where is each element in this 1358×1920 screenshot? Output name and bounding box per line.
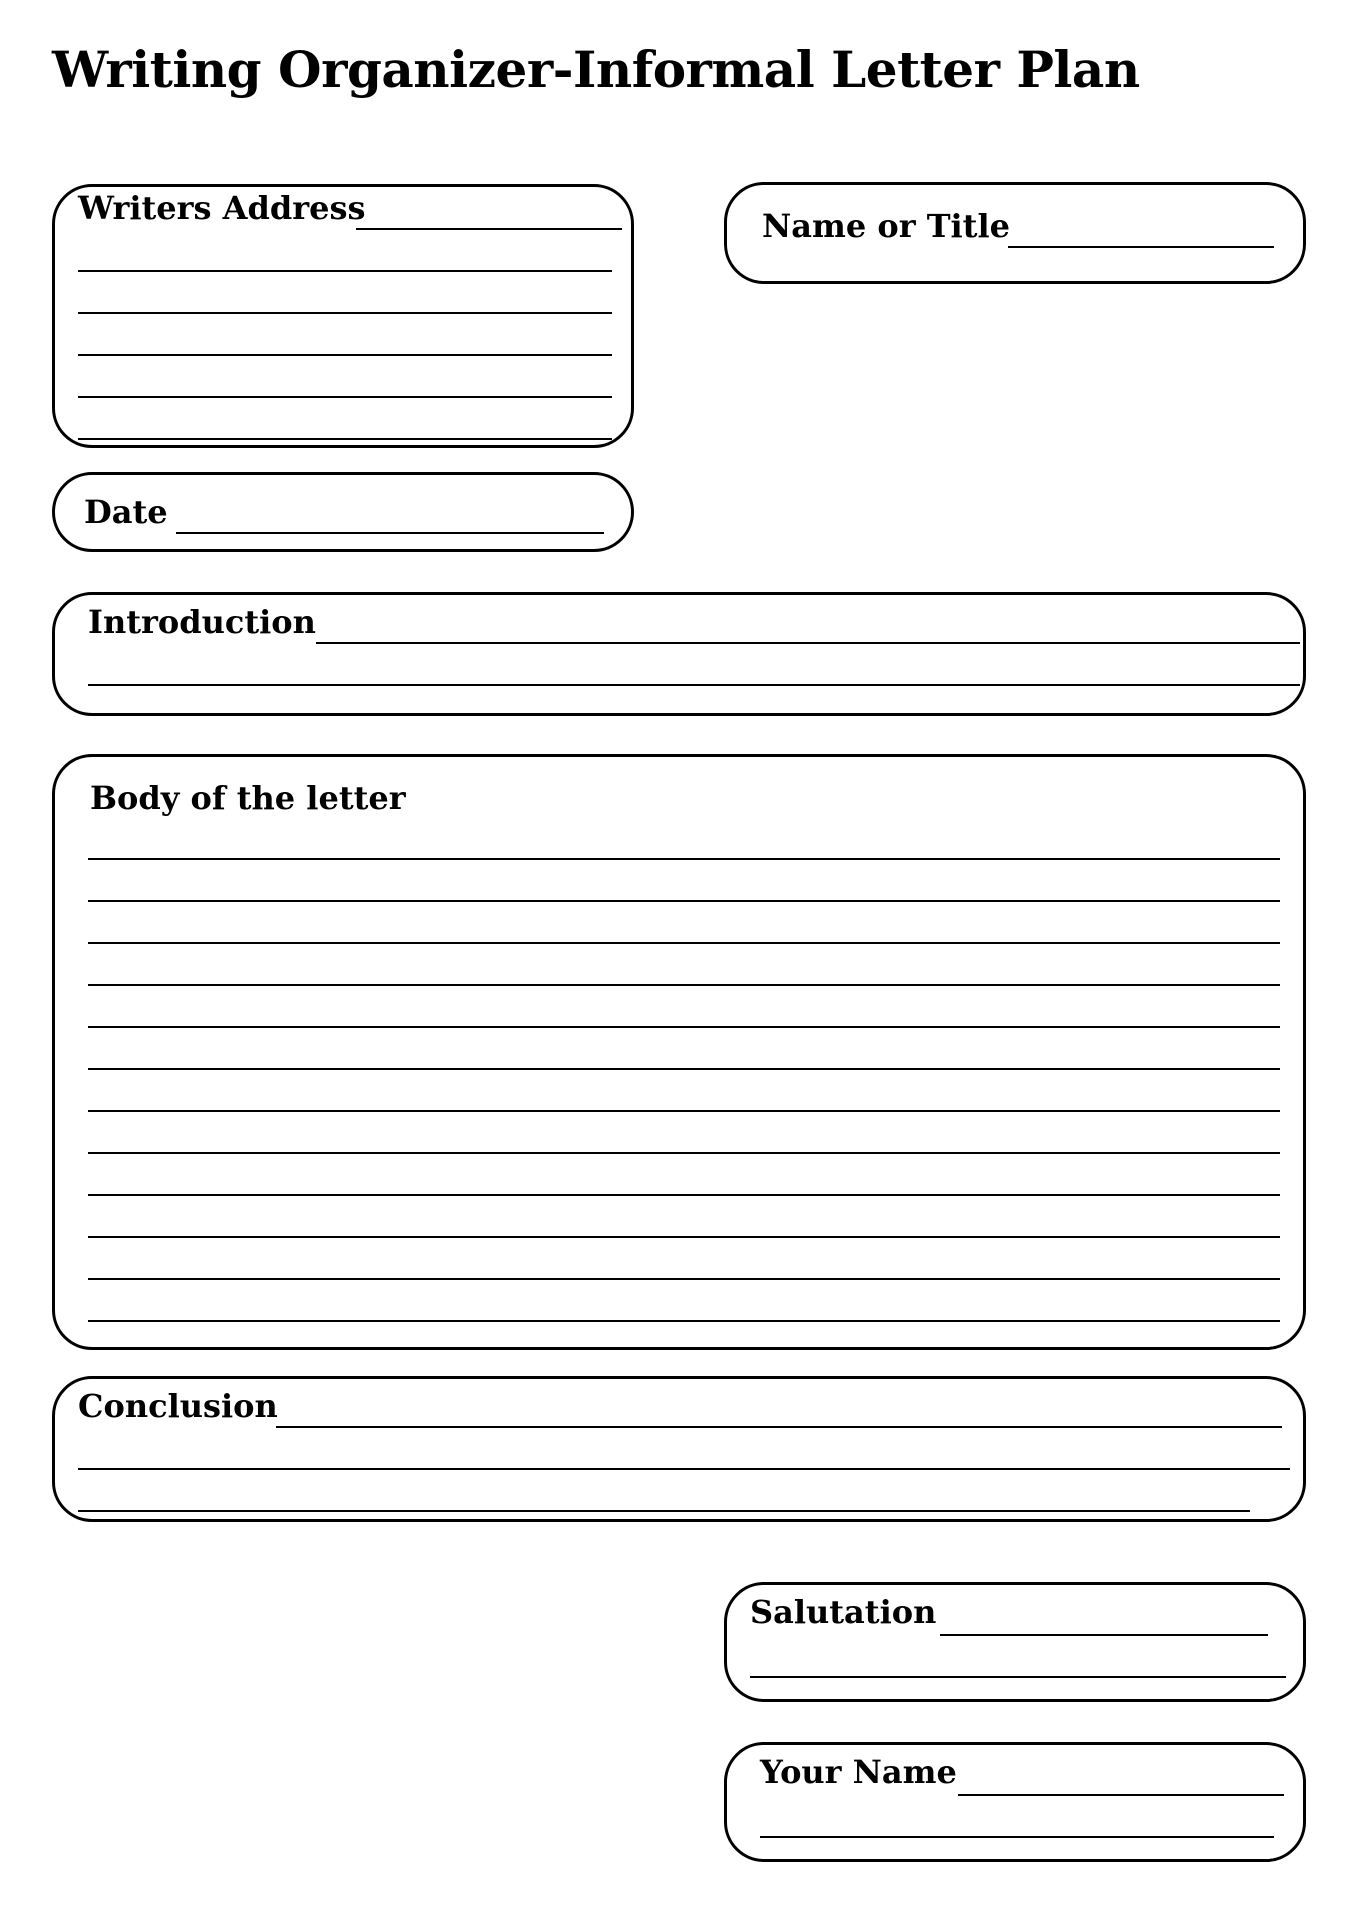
conclusion-line[interactable]	[276, 1426, 1282, 1428]
writers-address-line[interactable]	[78, 396, 612, 398]
body-line[interactable]	[88, 984, 1280, 986]
body-line[interactable]	[88, 1320, 1280, 1322]
salutation-line[interactable]	[940, 1634, 1268, 1636]
writers-address-line[interactable]	[78, 312, 612, 314]
body-line[interactable]	[88, 900, 1280, 902]
your-name-label: Your Name	[760, 1753, 957, 1791]
introduction-line[interactable]	[88, 684, 1300, 686]
name-or-title-line[interactable]	[1008, 246, 1274, 248]
your-name-line[interactable]	[958, 1794, 1284, 1796]
writers-address-label: Writers Address	[78, 189, 366, 227]
writers-address-line[interactable]	[356, 228, 622, 230]
body-line[interactable]	[88, 1236, 1280, 1238]
writers-address-line[interactable]	[78, 270, 612, 272]
writers-address-line[interactable]	[78, 354, 612, 356]
body-label: Body of the letter	[90, 779, 406, 817]
date-label: Date	[84, 493, 168, 531]
body-line[interactable]	[88, 1026, 1280, 1028]
introduction-label: Introduction	[88, 603, 316, 641]
conclusion-label: Conclusion	[78, 1387, 278, 1425]
introduction-line[interactable]	[316, 642, 1300, 644]
body-line[interactable]	[88, 1152, 1280, 1154]
conclusion-line[interactable]	[78, 1468, 1290, 1470]
body-line[interactable]	[88, 1194, 1280, 1196]
date-line[interactable]	[176, 532, 604, 534]
page-title: Writing Organizer-Informal Letter Plan	[52, 40, 1140, 99]
body-line[interactable]	[88, 1068, 1280, 1070]
your-name-line[interactable]	[760, 1836, 1274, 1838]
body-line[interactable]	[88, 1278, 1280, 1280]
name-or-title-label: Name or Title	[762, 207, 1010, 245]
body-line[interactable]	[88, 1110, 1280, 1112]
writers-address-line[interactable]	[78, 438, 612, 440]
salutation-line[interactable]	[750, 1676, 1286, 1678]
salutation-label: Salutation	[750, 1593, 937, 1631]
body-box	[52, 754, 1306, 1350]
body-line[interactable]	[88, 858, 1280, 860]
conclusion-line[interactable]	[78, 1510, 1250, 1512]
body-line[interactable]	[88, 942, 1280, 944]
